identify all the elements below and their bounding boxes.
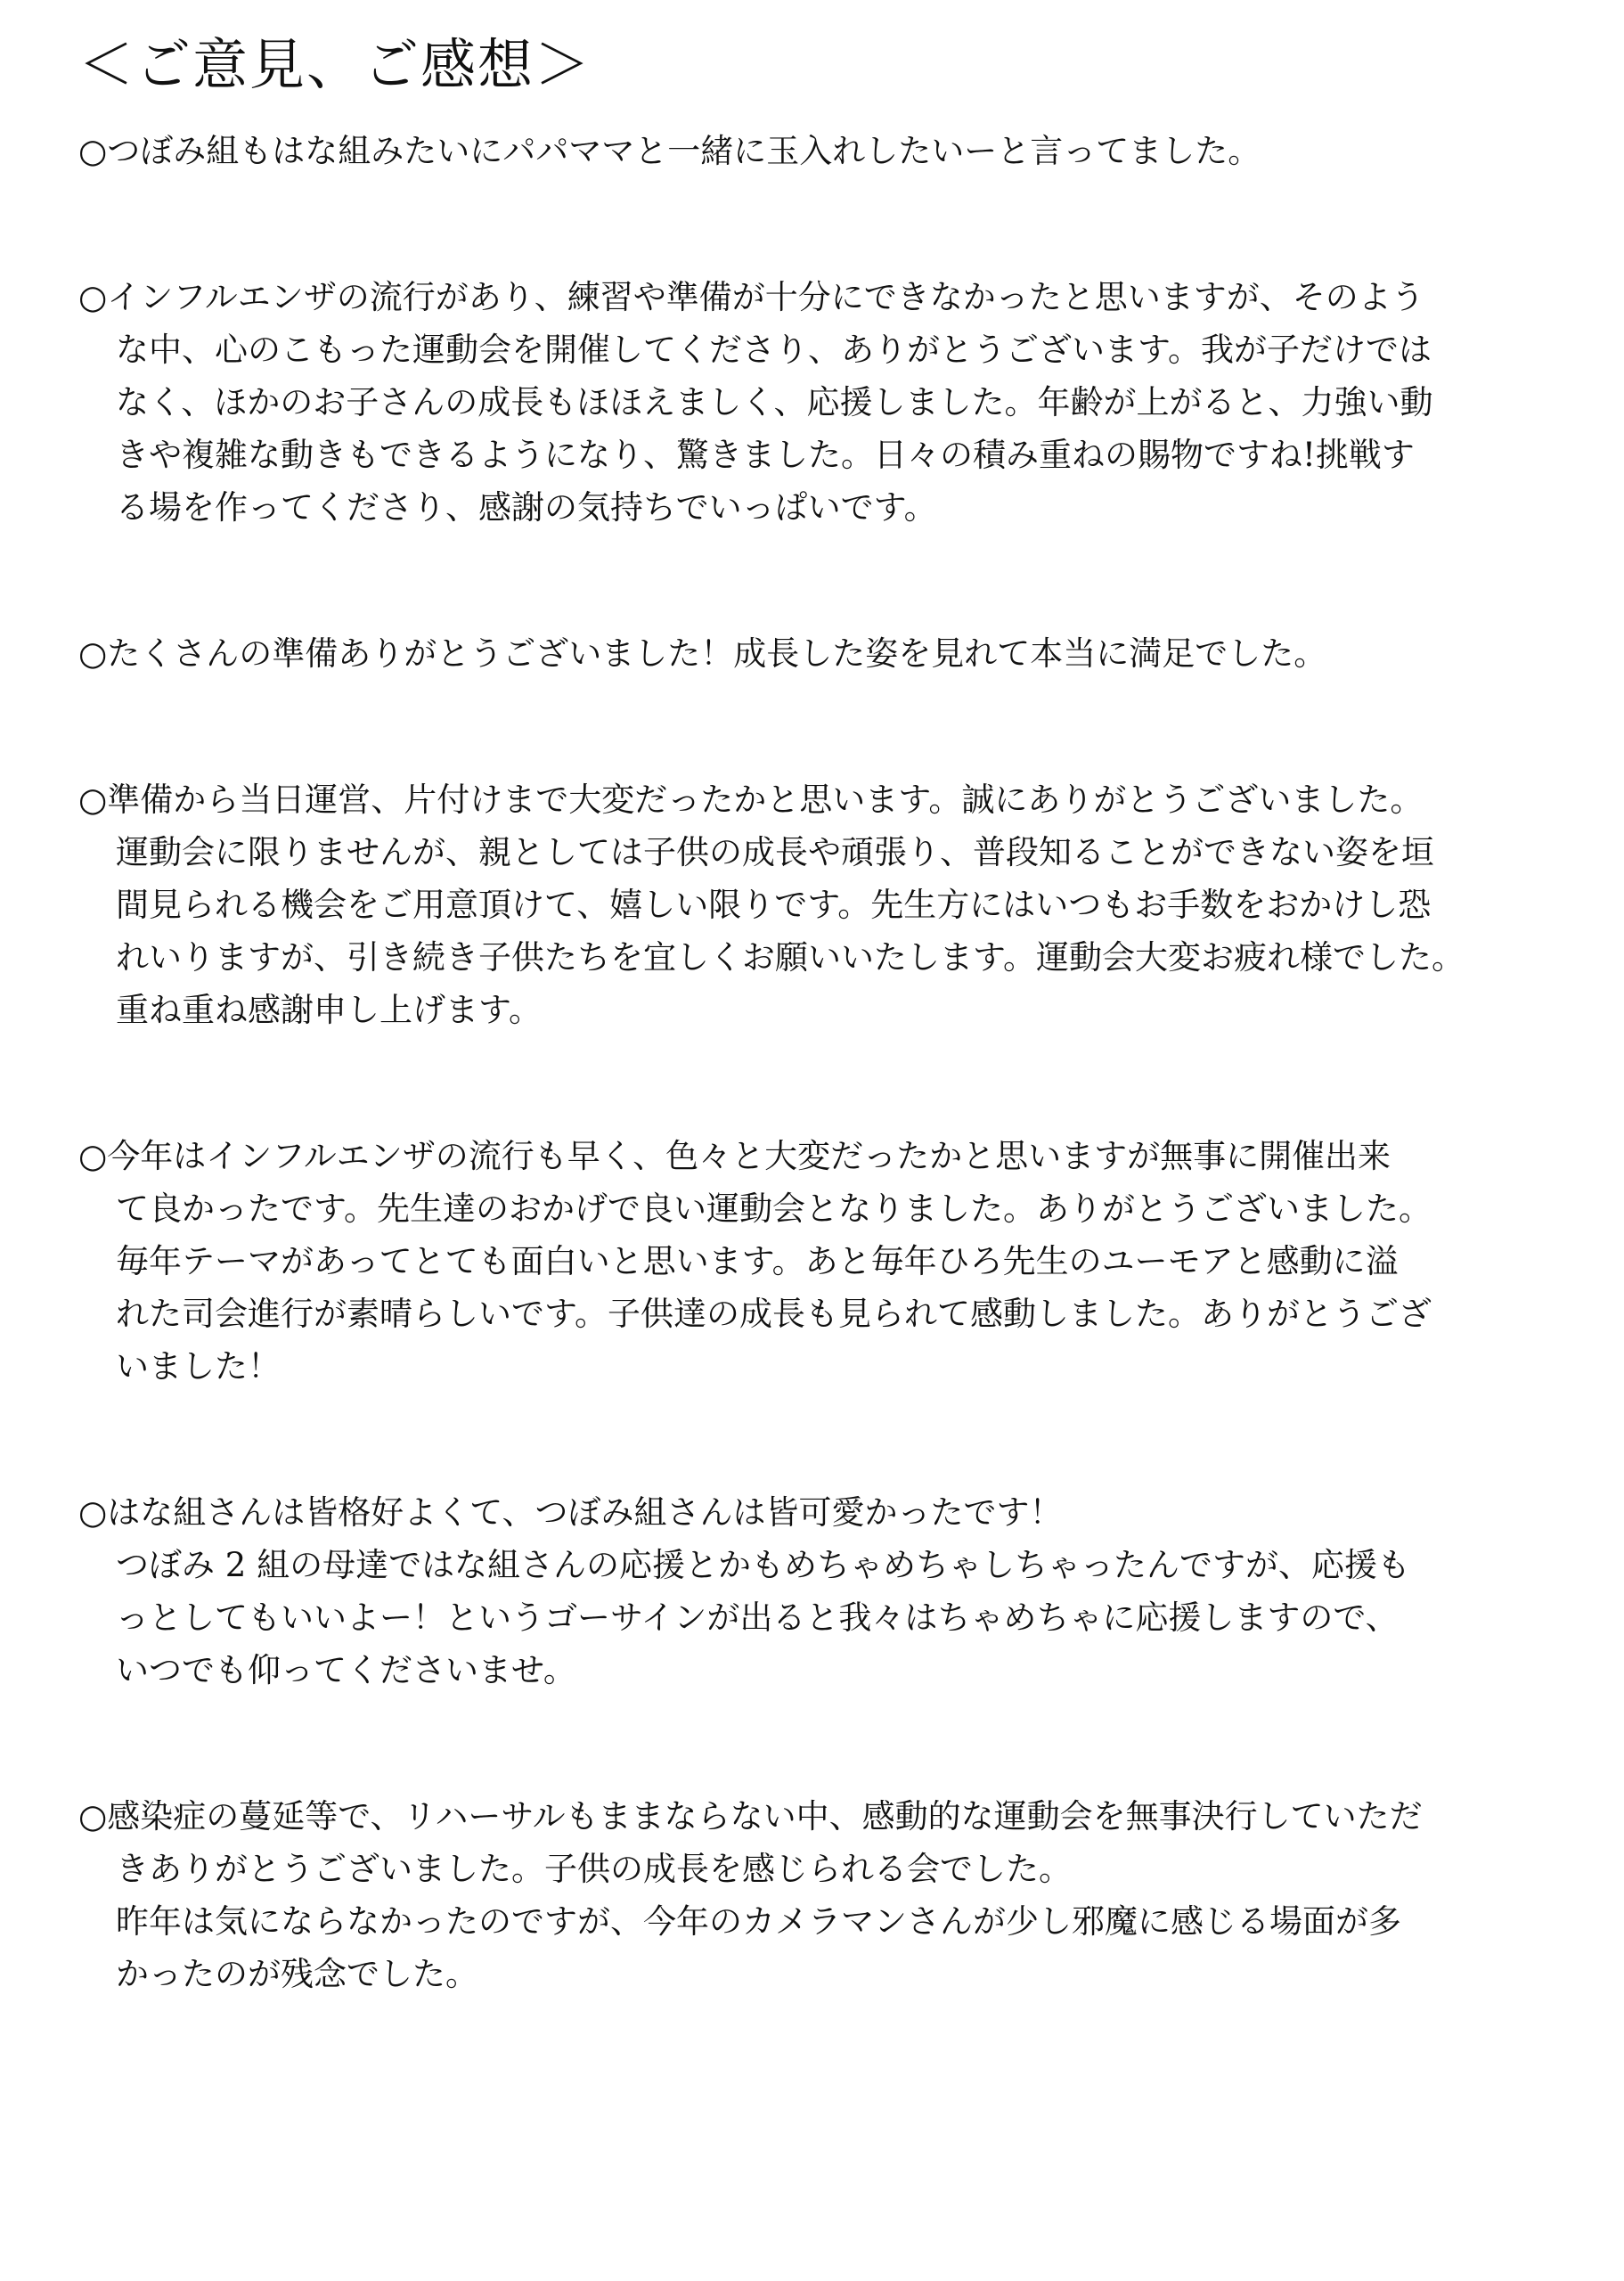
comment-line: いつでも仰ってくださいませ。 bbox=[116, 1651, 576, 1689]
comment-line: ○つぼみ組もはな組みたいにパパママと一緒に玉入れしたいーと言ってました。 bbox=[78, 132, 1261, 170]
comment-line: 重ね重ね感謝申し上げます。 bbox=[116, 991, 543, 1029]
comment-line: きや複雑な動きもできるようになり、驚きました。日々の積み重ねの賜物ですね!挑戦す bbox=[116, 436, 1415, 474]
comment-item bbox=[78, 271, 1593, 534]
comment-line: ○たくさんの準備ありがとうございました！成長した姿を見れて本当に満足でした。 bbox=[78, 634, 1327, 673]
comment-item bbox=[78, 627, 1593, 680]
comment-line: きありがとうございました。子供の成長を感じられる会でした。 bbox=[116, 1850, 1072, 1888]
comment-line: ○感染症の蔓延等で、リハーサルもままならない中、感動的な運動会を無事決行していただ bbox=[78, 1797, 1423, 1835]
comment-item bbox=[78, 773, 1593, 1036]
comment-line: つぼみ 2 組の母達ではな組さんの応援とかもめちゃめちゃしちゃったんですが、応援も bbox=[116, 1546, 1411, 1584]
comment-line: なく、ほかのお子さんの成長もほほえましく、応援しました。年齢が上がると、力強い動 bbox=[116, 383, 1433, 421]
comment-line: ○はな組さんは皆格好よくて、つぼみ組さんは皆可愛かったです！ bbox=[78, 1493, 1063, 1532]
comment-line: 昨年は気にならなかったのですが、今年のカメラマンさんが少し邪魔に感じる場面が多 bbox=[116, 1902, 1401, 1941]
comment-line: っとしてもいいよー！というゴーサインが出ると我々はちゃめちゃに応援しますので、 bbox=[116, 1598, 1399, 1637]
comment-line: れいりますが、引き続き子供たちを宜しくお願いいたします。運動会大変お疲れ様でした。 bbox=[116, 938, 1465, 977]
comment-line: れた司会進行が素晴らしいです。子供達の成長も見られて感動しました。ありがとうござ bbox=[116, 1295, 1432, 1333]
comment-item bbox=[78, 1790, 1593, 2000]
comment-line: な中、心のこもった運動会を開催してくださり、ありがとうございます。我が子だけでは bbox=[116, 331, 1432, 369]
comment-item bbox=[78, 1130, 1593, 1393]
comment-item bbox=[78, 125, 1593, 177]
comment-line: ○インフルエンザの流行があり、練習や準備が十分にできなかったと思いますが、そのよう bbox=[78, 278, 1424, 316]
comment-line: ○今年はインフルエンザの流行も早く、色々と大変だったかと思いますが無事に開催出来 bbox=[78, 1137, 1391, 1175]
comment-line: 毎年テーマがあってとても面白いと思います。あと毎年ひろ先生のユーモアと感動に溢 bbox=[116, 1242, 1399, 1280]
page-title: ＜ご意見、ご感想＞ bbox=[78, 32, 592, 97]
comment-line: かったのが残念でした。 bbox=[116, 1955, 478, 1993]
comment-item bbox=[78, 1486, 1593, 1696]
comment-line: 間見られる機会をご用意頂けて、嬉しい限りです。先生方にはいつもお手数をおかけし恐 bbox=[116, 886, 1432, 924]
comment-line: る場を作ってくださり、感謝の気持ちでいっぱいです。 bbox=[116, 488, 937, 527]
comment-line: て良かったです。先生達のおかげで良い運動会となりました。ありがとうございました。 bbox=[116, 1190, 1432, 1228]
comment-line: いました！ bbox=[116, 1347, 281, 1386]
comment-line: 運動会に限りませんが、親としては子供の成長や頑張り、普段知ることができない姿を垣 bbox=[116, 833, 1434, 871]
comment-list bbox=[78, 125, 1593, 2094]
comment-line: ○準備から当日運営、片付けまで大変だったかと思います。誠にありがとうございました。 bbox=[78, 781, 1424, 819]
